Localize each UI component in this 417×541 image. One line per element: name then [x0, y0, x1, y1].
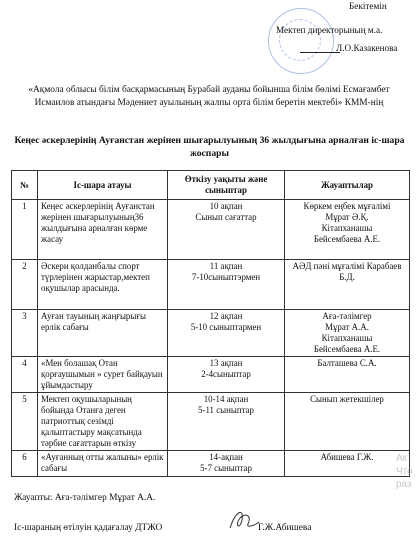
cell-time: 10 ақпан Сынып сағаттар [168, 200, 285, 260]
cell-event-name: Мектеп оқушыларының бойында Отанға деген патриоттық сезімді қалыптастыру мақсатында тәрбие сағаттарын өткізу [38, 393, 168, 451]
approval-heading: Бекітемін [349, 1, 387, 11]
cell-number: 2 [12, 260, 38, 310]
approval-position: Мектеп директорының м.а. [276, 25, 383, 35]
watermark-text: Ак Что раз [396, 453, 413, 490]
handwritten-signature [226, 506, 262, 534]
cell-time: 13 ақпан 2-4сыныптар [168, 357, 285, 393]
footer-control-name: Г.Ж.Абишева [258, 523, 312, 533]
cell-time: 10-14 ақпан 5-11 сыныптар [168, 393, 285, 451]
header-number: № [12, 171, 38, 200]
events-table [11, 170, 410, 477]
cell-event-name: «Ауғанның отты жалыны» ерлік сабағы [38, 451, 168, 477]
cell-number: 1 [12, 200, 38, 260]
cell-event-name: Әскери қолданбалы спорт түрлерінен жарыстар,мектеп оқушылар арасында. [38, 260, 168, 310]
cell-event-name: Кеңес әскерлерінің Ауғанстан жерінен шығарылуының36 жылдығына арналған көрме жасау [38, 200, 168, 260]
cell-responsible: Көркем еңбек мұғалімі Мұрат Ә.Қ. Кітапханашы Бейсембаева А.Е. [285, 200, 410, 260]
cell-responsible: АӘД пәні мұғалімі Карабаев Б.Д. [285, 260, 410, 310]
cell-responsible: Сынып жетекшілер [285, 393, 410, 451]
cell-responsible: Аға-тәлімгер Мұрат А.А. Кітапханашы Бейсембаева А.Е. [285, 310, 410, 357]
table-row [12, 200, 410, 260]
table-header-row [12, 171, 410, 200]
table-row [12, 357, 410, 393]
header-time: Өткізу уақыты және сыныптар [168, 171, 285, 200]
cell-event-name: «Мен болашақ Отан қорғаушымын » сурет байқауын ұйымдастыру [38, 357, 168, 393]
cell-number: 3 [12, 310, 38, 357]
table-row [12, 393, 410, 451]
cell-time: 12 ақпан 5-10 сыныптармен [168, 310, 285, 357]
table-row [12, 310, 410, 357]
cell-responsible: Балташева С.А. [285, 357, 410, 393]
cell-time: 14-ақпан 5-7 сыныптар [168, 451, 285, 477]
plan-title: Кеңес әскерлерінің Ауғанстан жерінен шығарылуының 36 жылдығына арналған іс-шара жоспары [14, 135, 405, 159]
approval-signature-line [300, 52, 340, 53]
cell-number: 6 [12, 451, 38, 477]
organization-text: «Ақмола облысы білім басқармасының Бурабай ауданы бойынша білім бөлімі Есмағамбет Исмаилов атындағы Мәдениет ауылының жалпы орта білім беретін мектебі» КММ-нің [28, 85, 390, 108]
footer-responsible: Жауапты: Аға-тәлімгер Мұрат А.А. [14, 493, 156, 503]
cell-event-name: Ауған тауының жаңғырығы ерлік сабағы [38, 310, 168, 357]
header-event-name: Іс-шара атауы [38, 171, 168, 200]
cell-responsible: Абишева Г.Ж. [285, 451, 410, 477]
cell-number: 4 [12, 357, 38, 393]
cell-number: 5 [12, 393, 38, 451]
table-row [12, 260, 410, 310]
footer-control-label: Іс-шараның өтілуін қадағалау ДТЖО [14, 523, 163, 533]
school-seal [268, 8, 334, 74]
header-responsible: Жауаптылар [285, 171, 410, 200]
table-row [12, 451, 410, 477]
approval-name: Л.О.Казакенова [336, 43, 398, 53]
cell-time: 11 ақпан 7-10сыныптэрмен [168, 260, 285, 310]
